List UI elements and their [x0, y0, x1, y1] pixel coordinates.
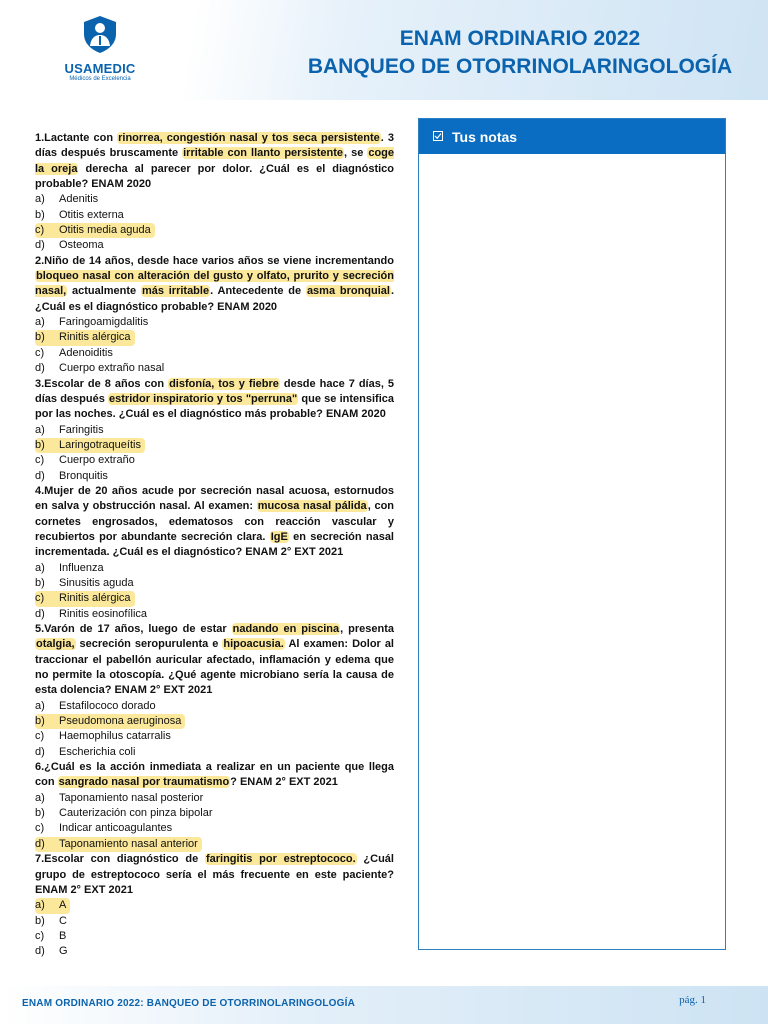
answer-option[interactable] — [35, 591, 394, 606]
option-text: Pseudomona aeruginosa — [59, 715, 182, 728]
highlighted-text: sangrado nasal por traumatismo — [58, 776, 230, 789]
option-text: Cuerpo extraño — [59, 454, 135, 467]
option-text: Faringoamigdalitis — [59, 316, 149, 329]
question-text: , se — [344, 147, 368, 160]
answer-highlight — [35, 591, 135, 606]
question-text: 3.Escolar de 8 años con — [35, 377, 169, 390]
option-letter: c) — [35, 929, 45, 942]
question-text: 6.¿Cuál es la acción inmediata a realizar en un paciente que llega con — [35, 761, 394, 789]
option-letter: d) — [35, 837, 45, 850]
highlighted-text: faringitis por estreptococo. — [205, 853, 356, 866]
question-text: Al examen: Dolor al traccionar el pabellón auricular afectado, inflamación y edema que no permite la otoscopía. ¿Qué agente microbiano sería la causa de esta dolencia? ENAM 2° EXT 2021 — [35, 638, 394, 697]
option-text: Laringotraqueítis — [59, 438, 141, 451]
option[interactable] — [35, 453, 394, 468]
question-text: 1.Lactante con — [35, 132, 118, 144]
highlighted-text: nadando en piscina — [232, 623, 340, 635]
option-letter: a) — [35, 791, 45, 804]
option[interactable] — [35, 346, 394, 361]
option-text: Taponamiento nasal posterior — [59, 791, 204, 804]
option-text: Osteoma — [59, 239, 104, 252]
question-text: que se intensifica por las noches. ¿Cuál es el diagnóstico más probable? ENAM 2020 — [35, 392, 394, 421]
option[interactable] — [35, 607, 394, 622]
highlighted-text: bloqueo nasal con alteración del gusto y olfato, prurito y secreción nasal, — [35, 270, 394, 298]
notes-panel[interactable] — [418, 118, 726, 950]
answer-option[interactable] — [35, 330, 394, 345]
question-text: 4.Mujer de 20 años acude por secreción nasal acuosa, estornudos en salva y obstrucción nasal. Al examen: — [35, 484, 394, 513]
page-number: pág. 1 — [679, 994, 706, 1006]
brand-logo — [60, 14, 140, 82]
option[interactable] — [35, 469, 394, 484]
shield-logo-icon — [80, 14, 120, 54]
highlighted-text: mucosa nasal pálida — [257, 500, 367, 513]
option-text: Escherichia coli — [59, 745, 136, 758]
option-text: Rinitis eosinofílica — [59, 607, 148, 620]
option-letter: a) — [35, 423, 45, 436]
answer-option[interactable] — [35, 837, 394, 852]
answer-highlight — [35, 898, 70, 913]
option-letter: b) — [35, 914, 45, 927]
option-letter: b) — [35, 331, 45, 344]
option[interactable] — [35, 745, 394, 760]
question-text: . ¿Cuál es el diagnóstico probable? ENAM 2020 — [35, 285, 395, 313]
option[interactable] — [35, 423, 394, 438]
option-letter: a) — [35, 899, 45, 912]
answer-option[interactable] — [35, 898, 394, 913]
answer-option[interactable] — [35, 714, 394, 729]
notes-title: Tus notas — [452, 128, 518, 145]
option-letter: a) — [35, 316, 45, 329]
option-letter: b) — [35, 715, 45, 728]
highlighted-text: otalgia, — [36, 638, 75, 651]
option-letter: d) — [35, 607, 45, 620]
option-letter: b) — [35, 576, 45, 589]
option-letter: d) — [35, 745, 45, 758]
option[interactable] — [35, 806, 394, 821]
checkbox-icon — [433, 131, 443, 141]
option[interactable] — [35, 576, 394, 591]
highlighted-text: irritable con llanto persistente — [183, 147, 344, 160]
option-text: B — [59, 929, 67, 942]
highlighted-text: disfonía, tos y fiebre — [169, 377, 279, 390]
option-letter: c) — [35, 224, 45, 237]
question-2 — [35, 254, 394, 315]
option[interactable] — [35, 914, 394, 929]
option-letter: d) — [35, 239, 45, 252]
brand-tagline: Médicos de Excelencia — [69, 76, 131, 82]
answer-option[interactable] — [35, 438, 394, 453]
question-7 — [35, 852, 394, 898]
option-letter: a) — [35, 193, 45, 206]
option-text: Cauterización con pinza bipolar — [59, 807, 213, 820]
question-text: 5.Varón de 17 años, luego de estar — [35, 623, 232, 635]
option-text: Bronquitis — [59, 469, 108, 482]
option-letter: c) — [35, 346, 45, 359]
answer-highlight — [35, 223, 155, 238]
highlighted-text: asma bronquial — [306, 285, 390, 298]
option[interactable] — [35, 561, 394, 576]
question-text: , presenta — [340, 623, 395, 635]
option-text: Cuerpo extraño nasal — [59, 362, 165, 375]
highlighted-text: rinorrea, congestión nasal y tos seca persistente — [118, 132, 380, 144]
option[interactable] — [35, 192, 394, 207]
question-text: secreción seropurulenta e — [75, 638, 223, 651]
brand-name: USAMEDIC — [64, 61, 136, 76]
option-text: Adenitis — [59, 193, 99, 206]
question-5 — [35, 622, 394, 699]
option-letter: a) — [35, 699, 45, 712]
question-text: . 3 días después bruscamente — [35, 132, 394, 160]
option-letter: a) — [35, 561, 45, 574]
option-text: Rinitis alérgica — [59, 331, 131, 344]
highlighted-text: hipoacusia. — [223, 638, 284, 651]
option-text: Taponamiento nasal anterior — [59, 837, 198, 850]
question-1 — [35, 131, 394, 192]
question-6 — [35, 760, 394, 791]
option[interactable] — [35, 208, 394, 223]
header — [300, 25, 740, 81]
option[interactable] — [35, 944, 394, 959]
question-text: , con cornetes engrosados, edematosos con reacción vascular y recubiertos por abundante secreción clara. — [35, 500, 395, 543]
option[interactable] — [35, 929, 394, 944]
question-text: derecha al parecer por dolor. ¿Cuál es el diagnóstico probable? ENAM 2020 — [35, 162, 394, 191]
option-text: C — [59, 914, 67, 927]
option-letter: c) — [35, 822, 45, 835]
highlighted-text: estridor inspiratorio y tos "perruna" — [109, 392, 298, 405]
question-text: ? ENAM 2° EXT 2021 — [230, 776, 338, 789]
option-letter: d) — [35, 945, 45, 958]
answer-highlight — [35, 438, 145, 453]
option-text: Sinusitis aguda — [59, 576, 134, 589]
highlighted-text: más irritable — [141, 285, 210, 298]
question-text: ¿Cuál grupo de estreptococo sería el más frecuente en este paciente? ENAM 2° EXT 2021 — [35, 853, 394, 896]
option-text: G — [59, 945, 68, 958]
question-text: en secreción nasal incrementada. ¿Cuál es el diagnóstico? ENAM 2° EXT 2021 — [35, 530, 394, 559]
question-text: 7.Escolar con diagnóstico de — [35, 853, 205, 866]
question-text: . Antecedente de — [210, 285, 306, 298]
answer-highlight — [35, 330, 135, 345]
option-letter: b) — [35, 438, 45, 451]
option-text: Faringitis — [59, 423, 104, 436]
option-text: Rinitis alérgica — [59, 592, 131, 605]
option-text: Haemophilus catarralis — [59, 730, 171, 743]
footer-text: ENAM ORDINARIO 2022: BANQUEO DE OTORRINOLARINGOLOGÍA — [22, 998, 356, 1009]
highlighted-text: IgE — [270, 530, 288, 543]
question-text: actualmente — [67, 285, 141, 298]
question-text: desde hace 7 días, 5 días después — [35, 377, 394, 405]
option-text: Otitis externa — [59, 208, 124, 221]
option-letter: b) — [35, 807, 45, 820]
option[interactable] — [35, 315, 394, 330]
highlighted-text: coge la oreja — [35, 147, 395, 175]
option-text: A — [59, 899, 67, 912]
option-text: Adenoiditis — [59, 346, 113, 359]
question-3 — [35, 377, 394, 423]
option-letter: c) — [35, 454, 45, 467]
page-subtitle: BANQUEO DE OTORRINOLARINGOLOGÍA — [307, 55, 733, 78]
answer-option[interactable] — [35, 223, 394, 238]
option-text: Estafilococo dorado — [59, 699, 156, 712]
option-letter: d) — [35, 469, 45, 482]
option-text: Indicar anticoagulantes — [59, 822, 173, 835]
option-text: Influenza — [59, 561, 104, 574]
page-title: ENAM ORDINARIO 2022 — [399, 27, 641, 50]
notes-header — [419, 119, 725, 154]
option-text: Otitis media aguda — [59, 224, 151, 237]
option-letter: d) — [35, 362, 45, 375]
option-letter: b) — [35, 208, 45, 221]
option[interactable] — [35, 238, 394, 253]
option[interactable] — [35, 729, 394, 744]
option-letter: c) — [35, 592, 45, 605]
answer-highlight — [35, 837, 202, 852]
footer — [0, 986, 768, 1024]
question-list — [35, 131, 394, 960]
option-letter: c) — [35, 730, 45, 743]
option[interactable] — [35, 699, 394, 714]
question-text: 2.Niño de 14 años, desde hace varios años se viene incrementando — [35, 254, 394, 267]
option[interactable] — [35, 791, 394, 806]
option[interactable] — [35, 821, 394, 836]
question-4 — [35, 484, 394, 561]
answer-highlight — [35, 714, 185, 729]
option[interactable] — [35, 361, 394, 376]
